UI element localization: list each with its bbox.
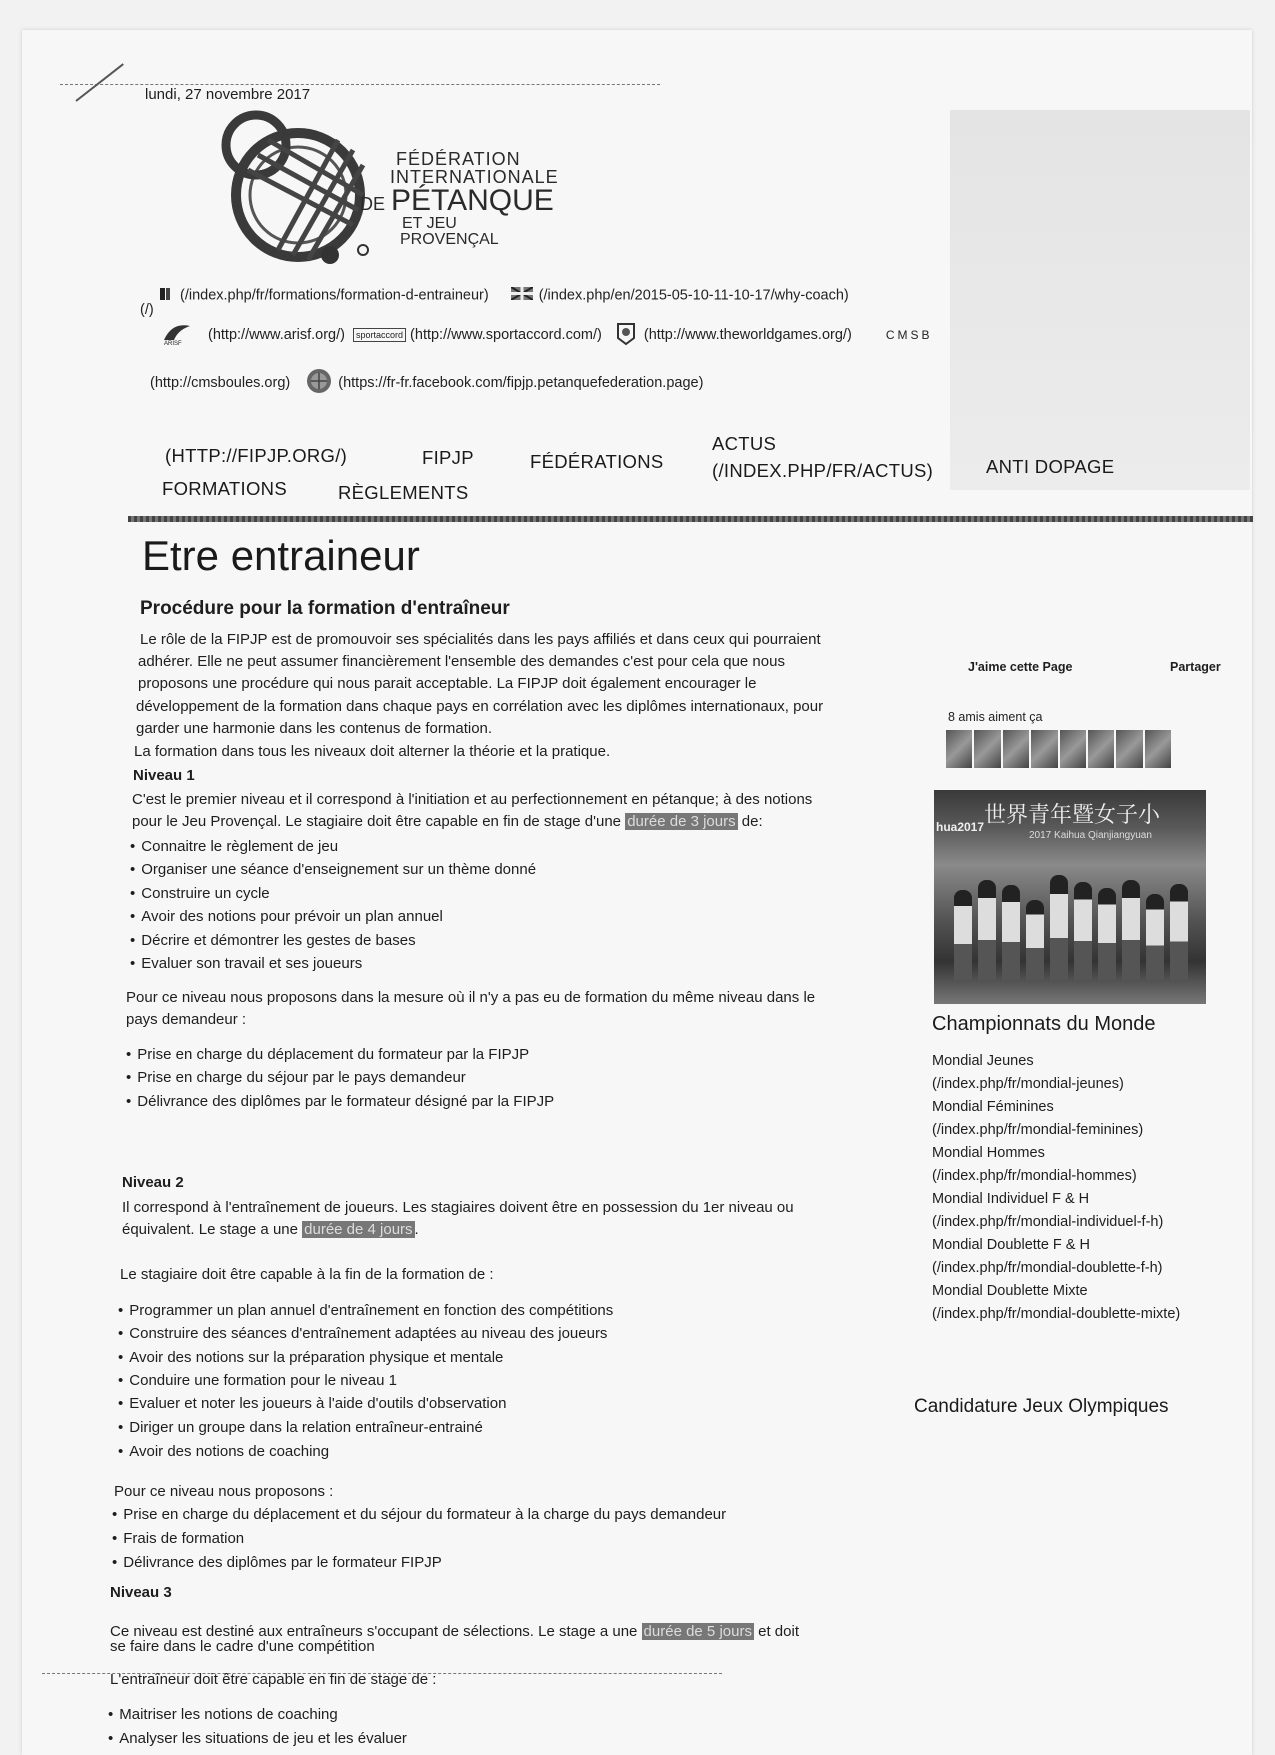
fb-like-button[interactable]: J'aime cette Page xyxy=(968,660,1073,674)
arisf-link[interactable]: (http://www.arisf.org/) xyxy=(208,326,345,343)
list-item[interactable]: Mondial Jeunes (/index.php/fr/mondial-jeunes) xyxy=(932,1053,1124,1092)
page-title: Etre entraineur xyxy=(142,532,420,579)
niveau1-bullet-3: • Construire un cycle xyxy=(130,885,270,902)
niveau1-propose-line-2: pays demandeur : xyxy=(126,1011,247,1028)
avatar[interactable] xyxy=(1088,730,1114,768)
niveau1-bullet-2: • Organiser une séance d'enseignement sur un thème donné xyxy=(130,861,536,878)
list-item[interactable]: Mondial Doublette F & H (/index.php/fr/mondial-doublette-f-h) xyxy=(932,1237,1163,1276)
niveau2-bullet-3: • Avoir des notions sur la préparation physique et mentale xyxy=(118,1349,503,1366)
logo-wordmark: FÉDÉRATION INTERNATIONALE DE PÉTANQUE ET JEU PROVENÇAL xyxy=(360,149,559,248)
avatar[interactable] xyxy=(1060,730,1086,768)
worldgames-link[interactable]: (http://www.theworldgames.org/) xyxy=(643,326,852,343)
niveau2-propose-bullet-1: • Prise en charge du déplacement et du séjour du formateur à la charge du pays demandeur xyxy=(112,1506,726,1523)
list-item[interactable]: Mondial Individuel F & H (/index.php/fr/mondial-individuel-f-h) xyxy=(932,1191,1164,1230)
page-date: lundi, 27 novembre 2017 xyxy=(145,86,311,103)
home-root-link[interactable]: (/) xyxy=(140,302,154,318)
olympics-title: Candidature Jeux Olympiques xyxy=(914,1396,1169,1417)
championships-title: Championnats du Monde xyxy=(932,1013,1156,1035)
niveau2-line-2: équivalent. Le stage a une durée de 4 jours . xyxy=(122,1221,419,1238)
uk-flag-icon[interactable] xyxy=(511,287,533,304)
niveau2-line-1: Il correspond à l'entraînement de joueurs. Les stagiaires doivent être en possession du 1er niveau ou xyxy=(122,1199,794,1216)
niveau3-capable: L'entraîneur doit être capable en fin de stage de : xyxy=(110,1671,437,1688)
faded-background-panel xyxy=(950,110,1250,490)
niveau1-bullet-4: • Avoir des notions pour prévoir un plan annuel xyxy=(130,908,443,925)
niveau2-capable: Le stagiaire doit être capable à la fin de la formation de : xyxy=(120,1266,494,1283)
social-links-row xyxy=(150,368,703,398)
article-subtitle: Procédure pour la formation d'entraîneur xyxy=(140,598,510,619)
list-item[interactable]: Mondial Féminines (/index.php/fr/mondial-feminines) xyxy=(932,1099,1144,1138)
nav-anti-dopage[interactable]: ANTI DOPAGE xyxy=(986,456,1115,477)
niveau3-bullet-1: • Maitriser les notions de coaching xyxy=(108,1706,338,1723)
french-link[interactable]: (/index.php/fr/formations/formation-d-entraineur) xyxy=(180,287,489,304)
niveau3-title: Niveau 3 xyxy=(110,1584,172,1601)
nav-home-link[interactable]: (HTTP://FIPJP.ORG/) xyxy=(165,445,348,466)
partner-links-row xyxy=(160,320,932,350)
niveau1-bullet-1: • Connaitre le règlement de jeu xyxy=(130,838,338,855)
nav-reglements[interactable]: RÈGLEMENTS xyxy=(338,482,469,503)
intro-line-1: Le rôle de la FIPJP est de promouvoir ses spécialités dans les pays affiliés et dans ceux qui pourraient xyxy=(140,631,821,648)
niveau2-propose-bullet-2: • Frais de formation xyxy=(112,1530,244,1547)
cmsb-link[interactable]: (http://cmsboules.org) xyxy=(150,374,291,391)
avatar[interactable] xyxy=(974,730,1000,768)
championship-photo[interactable]: hua2017 世界青年暨女子小 2017 Kaihua Qianjiangyuan xyxy=(934,790,1206,1004)
list-item[interactable]: Mondial Doublette Mixte (/index.php/fr/mondial-doublette-mixte) xyxy=(932,1283,1181,1322)
championships-list xyxy=(932,1050,1252,1326)
niveau2-bullet-4: • Conduire une formation pour le niveau 1 xyxy=(118,1372,397,1389)
niveau1-propose-bullet-2: • Prise en charge du séjour par le pays demandeur xyxy=(126,1069,466,1086)
cmsb-logo-icon[interactable]: CMSB xyxy=(885,327,933,342)
nav-formations[interactable]: FORMATIONS xyxy=(162,478,287,499)
niveau1-propose-bullet-3: • Délivrance des diplômes par le formateur désigné par la FIPJP xyxy=(126,1093,554,1110)
sportaccord-logo-icon[interactable]: sportaccord xyxy=(353,328,406,342)
niveau1-line-1: C'est le premier niveau et il correspond à l'initiation et au perfectionnement en pétanque; à des notions xyxy=(132,791,813,808)
niveau1-title: Niveau 1 xyxy=(133,767,195,784)
arisf-logo-icon[interactable] xyxy=(160,320,194,350)
niveau3-line-1: Ce niveau est destiné aux entraîneurs s'occupant de sélections. Le stage a une durée de 5 jours et doit xyxy=(110,1623,799,1640)
fb-share-button[interactable]: Partager xyxy=(1170,660,1221,674)
niveau2-bullet-6: • Diriger un groupe dans la relation entraîneur-entrainé xyxy=(118,1419,483,1436)
niveau2-propose: Pour ce niveau nous proposons : xyxy=(114,1483,334,1500)
niveau2-title: Niveau 2 xyxy=(122,1174,184,1191)
avatar[interactable] xyxy=(1145,730,1171,768)
niveau1-propose-line-1: Pour ce niveau nous proposons dans la mesure où il n'y a pas eu de formation du même niveau dans le xyxy=(126,989,816,1006)
intro-line-5: garder une harmonie dans les contenus de formation. xyxy=(136,720,493,737)
facebook-globe-icon[interactable] xyxy=(306,368,332,398)
english-link[interactable]: (/index.php/en/2015-05-10-11-10-17/why-coach) xyxy=(538,287,849,304)
nav-actus[interactable]: ACTUS (/INDEX.PHP/FR/ACTUS) xyxy=(712,433,934,481)
nav-fipjp[interactable]: FIPJP xyxy=(422,447,474,468)
intro-line-4: développement de la formation dans chaque pays en corrélation avec les diplômes internationaux, pour xyxy=(136,698,824,715)
svg-text:ARISF: ARISF xyxy=(164,341,182,346)
niveau2-bullet-2: • Construire des séances d'entraînement adaptées au niveau des joueurs xyxy=(118,1325,607,1342)
niveau2-bullet-1: • Programmer un plan annuel d'entraînement en fonction des compétitions xyxy=(118,1302,613,1319)
niveau1-bullet-5: • Décrire et démontrer les gestes de bases xyxy=(130,932,416,949)
niveau3-bullet-2: • Analyser les situations de jeu et les évaluer xyxy=(108,1730,407,1747)
niveau2-bullet-7: • Avoir des notions de coaching xyxy=(118,1443,329,1460)
niveau1-propose-bullet-1: • Prise en charge du déplacement du formateur par la FIPJP xyxy=(126,1046,529,1063)
niveau3-line-2: se faire dans le cadre d'une compétition xyxy=(110,1638,375,1655)
niveau1-line-2: pour le Jeu Provençal. Le stagiaire doit être capable en fin de stage d'une durée de 3 jours de: xyxy=(132,813,763,830)
fb-friends-avatars xyxy=(946,730,1171,768)
language-links-row xyxy=(160,287,849,304)
nav-federations[interactable]: FÉDÉRATIONS xyxy=(530,451,664,472)
worldgames-logo-icon[interactable] xyxy=(614,320,638,350)
intro-line-2: adhérer. Elle ne peut assumer financièrement l'ensemble des demandes c'est pour cela que nous xyxy=(138,653,785,670)
avatar[interactable] xyxy=(1116,730,1142,768)
niveau1-bullet-6: • Evaluer son travail et ses joueurs xyxy=(130,955,362,972)
avatar[interactable] xyxy=(1003,730,1029,768)
fb-friends-count: 8 amis aiment ça xyxy=(948,710,1043,724)
sportaccord-link[interactable]: (http://www.sportaccord.com/) xyxy=(410,326,602,343)
nav-divider xyxy=(128,516,1253,522)
avatar[interactable] xyxy=(946,730,972,768)
intro-line-3: proposons une procédure qui nous parait acceptable. La FIPJP doit également encourager le xyxy=(138,675,757,692)
french-flag-icon[interactable] xyxy=(160,288,174,304)
intro-line-6: La formation dans tous les niveaux doit alterner la théorie et la pratique. xyxy=(134,743,611,760)
facebook-link[interactable]: (https://fr-fr.facebook.com/fipjp.petanquefederation.page) xyxy=(338,374,704,391)
avatar[interactable] xyxy=(1031,730,1057,768)
list-item[interactable]: Mondial Hommes (/index.php/fr/mondial-hommes) xyxy=(932,1145,1137,1184)
niveau2-bullet-5: • Evaluer et noter les joueurs à l'aide d'outils d'observation xyxy=(118,1395,506,1412)
niveau2-propose-bullet-3: • Délivrance des diplômes par le formateur FIPJP xyxy=(112,1554,442,1571)
top-dashed-line xyxy=(60,84,660,85)
